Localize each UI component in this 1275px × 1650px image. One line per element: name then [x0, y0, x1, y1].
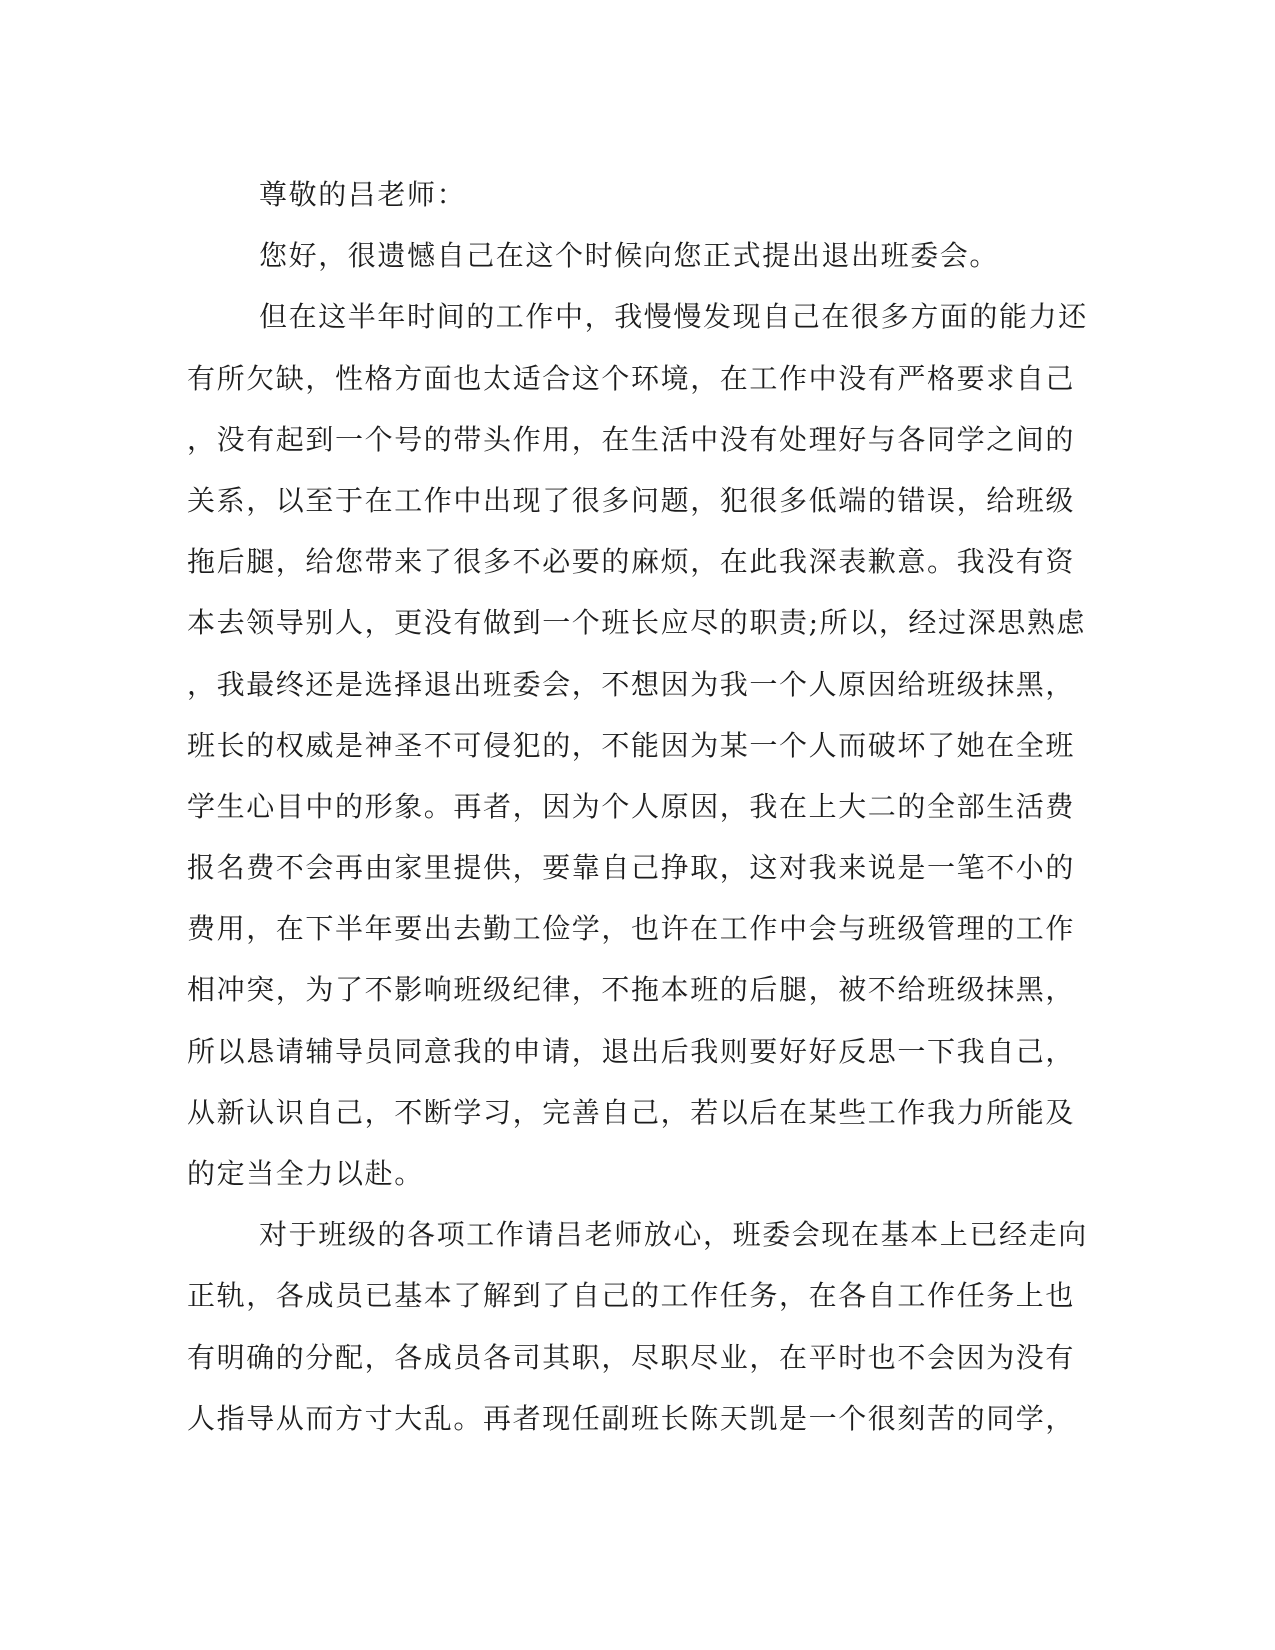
paragraph-line: 人指导从而方寸大乱。再者现任副班长陈天凯是一个很刻苦的同学，	[187, 1401, 1076, 1435]
paragraph-line: ，我最终还是选择退出班委会，不想因为我一个人原因给班级抹黑，	[187, 667, 1076, 701]
opening-line: 您好，很遗憾自己在这个时候向您正式提出退出班委会。	[259, 239, 1000, 273]
salutation: 尊敬的吕老师：	[259, 178, 467, 211]
paragraph-line: 正轨，各成员已基本了解到了自己的工作任务，在各自工作任务上也	[187, 1279, 1076, 1313]
paragraph-line: 本去领导别人，更没有做到一个班长应尽的职责;所以，经过深思熟虑	[187, 606, 1087, 640]
paragraph-line: 班长的权威是神圣不可侵犯的，不能因为某一个人而破坏了她在全班	[187, 728, 1076, 762]
paragraph-line: 的定当全力以赴。	[187, 1157, 424, 1190]
paragraph-line: 有明确的分配，各成员各司其职，尽职尽业，在平时也不会因为没有	[187, 1340, 1076, 1374]
paragraph-line: 拖后腿，给您带来了很多不必要的麻烦，在此我深表歉意。我没有资	[187, 545, 1076, 579]
paragraph-line: 所以恳请辅导员同意我的申请，退出后我则要好好反思一下我自己，	[187, 1034, 1076, 1068]
paragraph-line: 有所欠缺，性格方面也太适合这个环境，在工作中没有严格要求自己	[187, 361, 1076, 395]
paragraph-class-committee-status	[187, 1204, 1087, 1449]
paragraph-line: 但在这半年时间的工作中，我慢慢发现自己在很多方面的能力还	[259, 300, 1088, 334]
paragraph-line: 学生心目中的形象。再者，因为个人原因，我在上大二的全部生活费	[187, 789, 1076, 823]
paragraph-line: 费用，在下半年要出去勤工俭学，也许在工作中会与班级管理的工作	[187, 912, 1076, 946]
letter-body	[187, 164, 1087, 1449]
paragraph-line: ，没有起到一个号的带头作用，在生活中没有处理好与各同学之间的	[187, 422, 1076, 456]
paragraph-resignation-reasons	[187, 286, 1087, 1204]
paragraph-line: 相冲突，为了不影响班级纪律，不拖本班的后腿，被不给班级抹黑，	[187, 973, 1076, 1007]
paragraph-line: 从新认识自己，不断学习，完善自己，若以后在某些工作我力所能及	[187, 1095, 1076, 1129]
paragraph-line: 对于班级的各项工作请吕老师放心，班委会现在基本上已经走向	[259, 1218, 1088, 1252]
paragraph-line: 报名费不会再由家里提供，要靠自己挣取，这对我来说是一笔不小的	[187, 851, 1076, 885]
paragraph-line: 关系，以至于在工作中出现了很多问题，犯很多低端的错误，给班级	[187, 483, 1076, 517]
